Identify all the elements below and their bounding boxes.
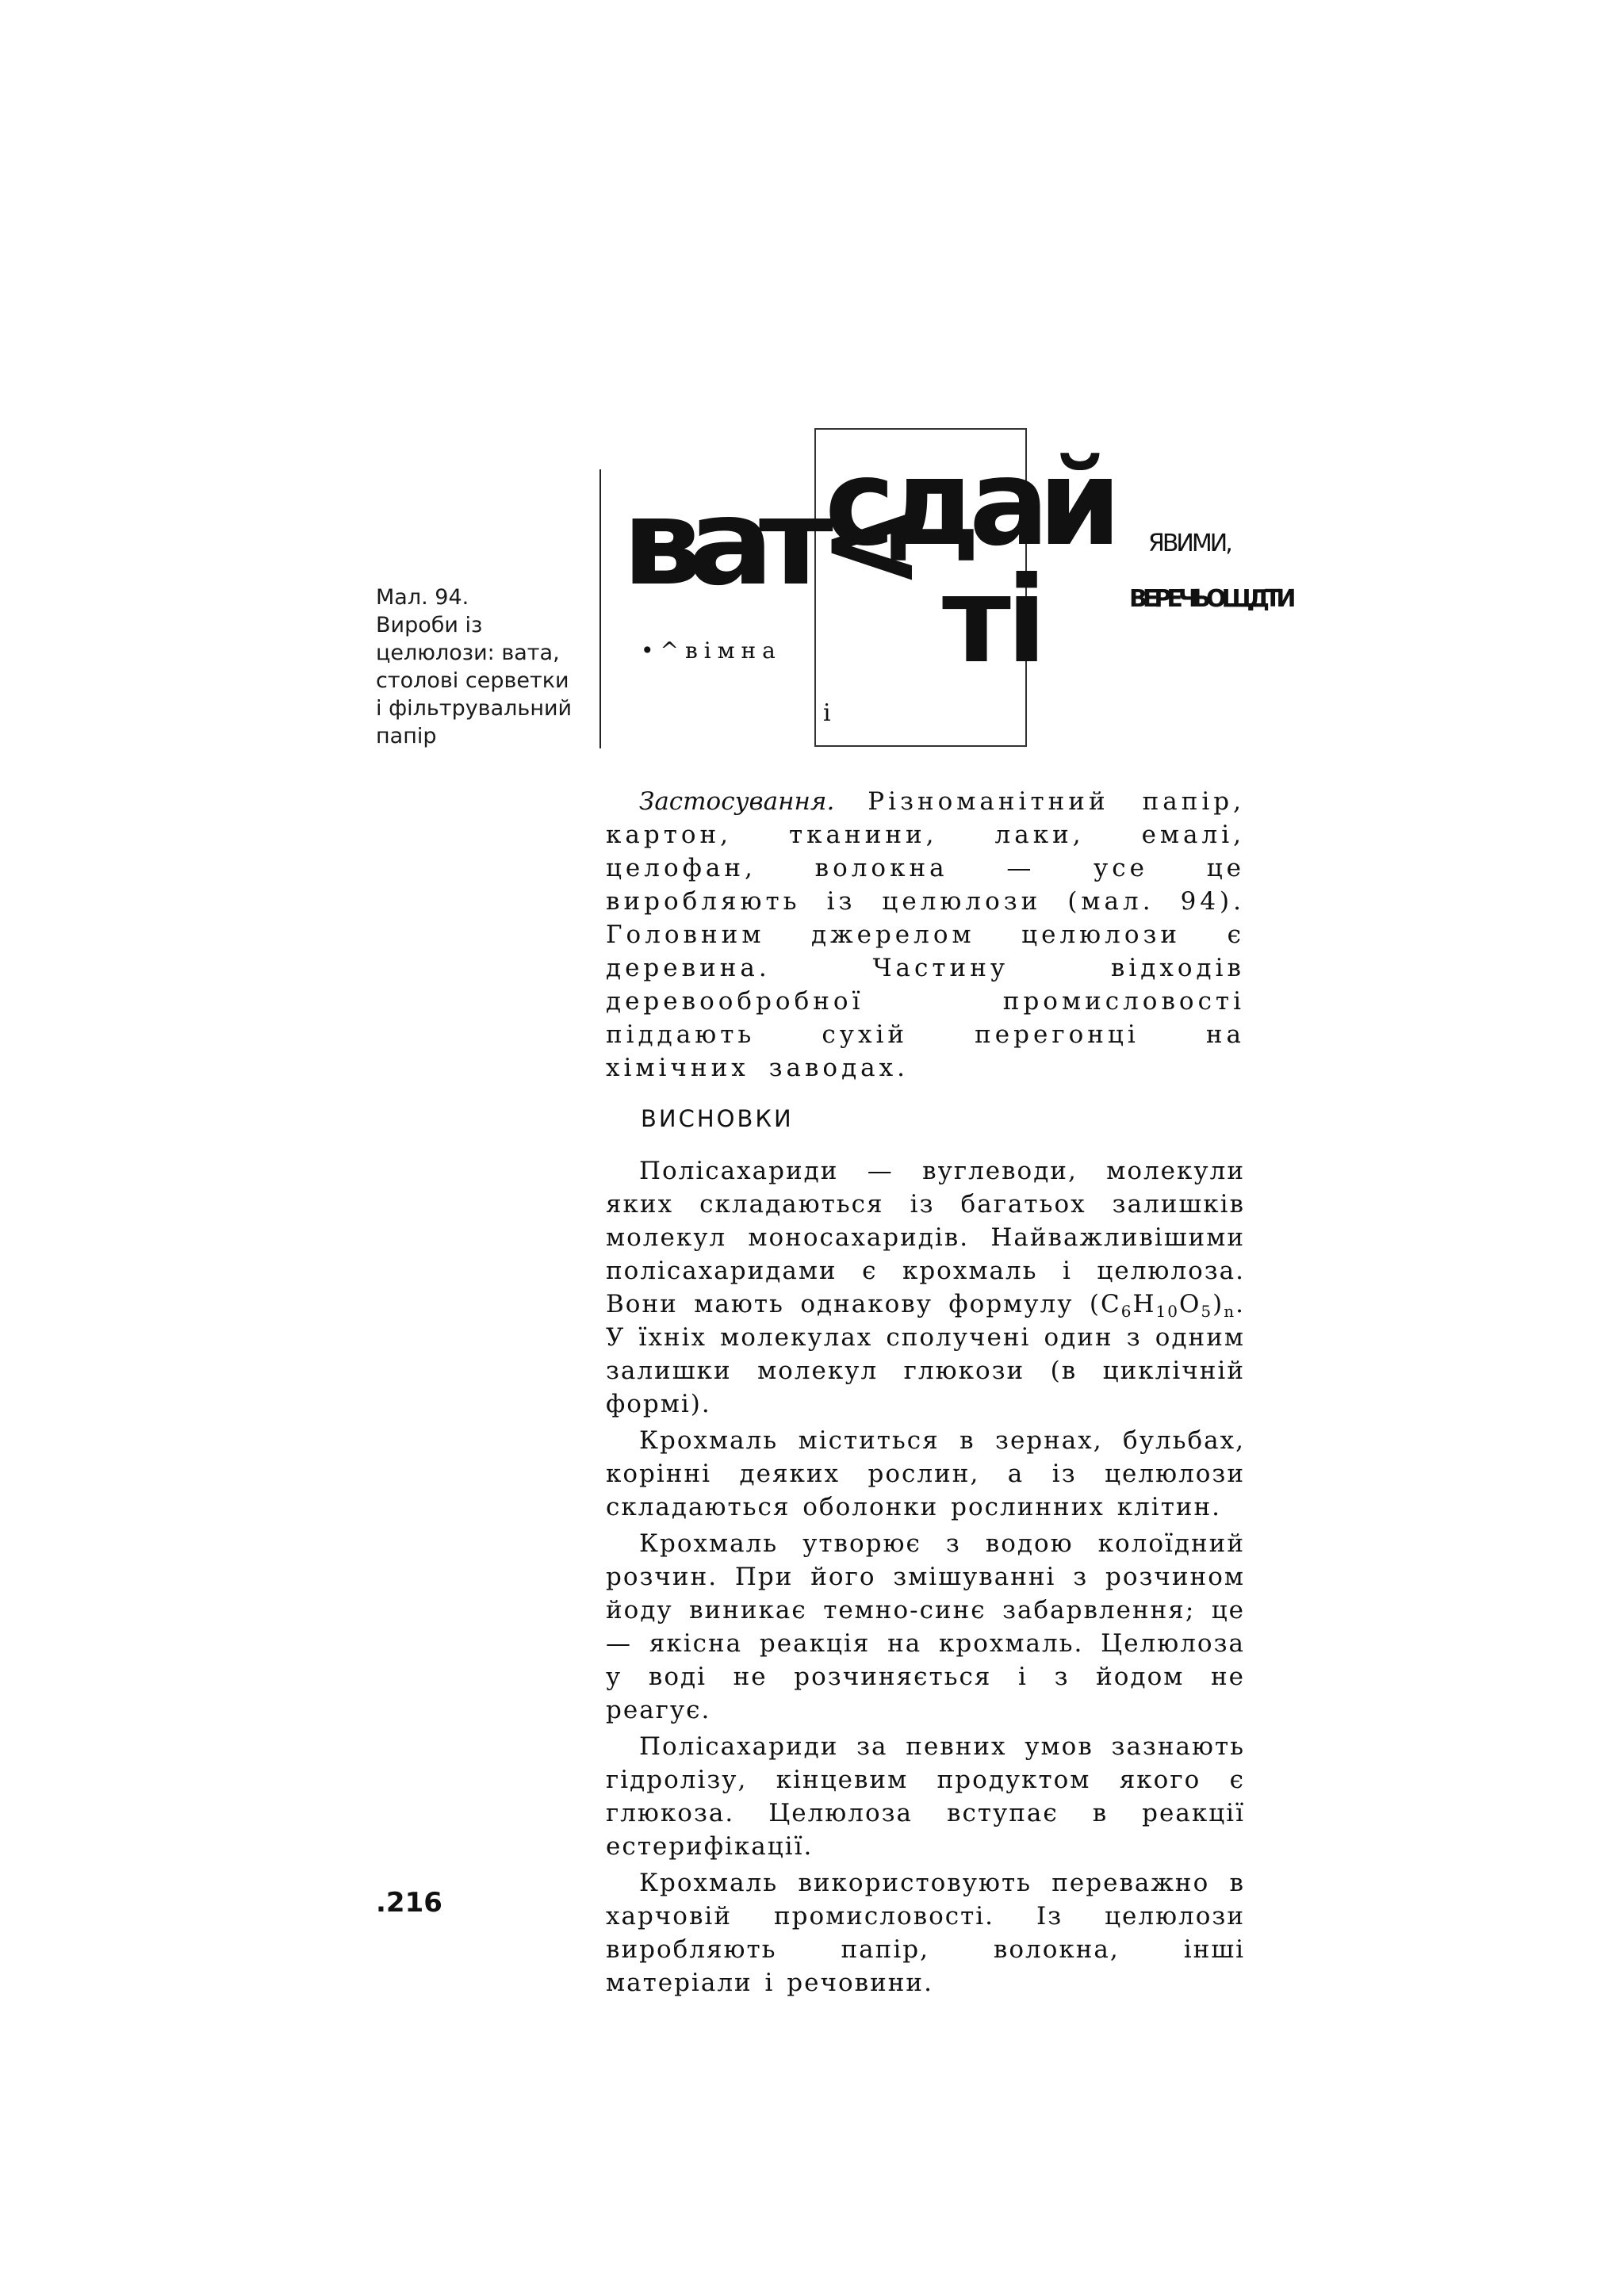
figure-divider-line	[599, 469, 601, 748]
application-paragraph	[606, 785, 1245, 1085]
formula-part: )	[1212, 1290, 1224, 1318]
figure-caption	[376, 584, 582, 750]
conclusion-text: Полісахариди — вуглеводи, молекули яких складаються із багатьох залишків молекул моносахаридів. Найважливішими полісахаридами є крохмаль і целюлоза. Вони мають однакову формулу (C	[606, 1157, 1245, 1318]
caption-line: Вироби із	[376, 613, 483, 637]
conclusions-body	[606, 1154, 1245, 2003]
application-text: Різноманітний папір, картон, тканини, лаки, емалі, целофан, волокна — усе це виробляють із целюлози (мал. 94). Головним джерелом целюлози є деревина. Частину відходів деревообробної промисловості піддають сухій перегонці на хімічних заводах.	[606, 787, 1245, 1082]
caption-line: Мал. 94.	[376, 585, 469, 610]
conclusion-paragraph: Крохмаль утворює з водою колоїдний розчин. При його змішуванні з розчином йоду виникає темно-синє забарвлення; це — якісна реакція на крохмаль. Целюлоза у воді не розчиняється і з йодом не реагує.	[606, 1529, 1245, 1724]
conclusion-paragraph: Полісахариди за певних умов зазнають гідролізу, кінцевим продуктом якого є глюкоза. Целюлоза вступає в реакції естерифікації.	[606, 1732, 1245, 1861]
conclusion-text: . У їхніх молекулах сполучені один з одним залишки молекул глюкози (в циклічній формі).	[606, 1290, 1245, 1418]
figure-label-top: ЯВИМИ,	[1148, 530, 1231, 557]
figure-word-ti: ті	[942, 552, 1043, 690]
page-number: .216	[376, 1887, 442, 1919]
formula-subscript: 5	[1201, 1302, 1213, 1321]
conclusion-paragraph	[606, 1154, 1245, 1421]
figure-small-i: і	[823, 699, 831, 727]
caption-line: і фільтрувальний	[376, 696, 573, 721]
conclusion-paragraph: Крохмаль використовують переважно в харчовій промисловості. Із целюлози виробляють папір, волокна, інші матеріали і речовини.	[606, 1869, 1245, 1997]
figure-word-sdai: сдай	[825, 434, 1111, 572]
conclusion-paragraph: Крохмаль міститься в зернах, бульбах, корінні деяких рослин, а із целюлози складаються оболонки рослинних клітин.	[606, 1426, 1245, 1521]
caption-line: столові серветки	[376, 668, 569, 693]
formula-subscript: 6	[1120, 1302, 1133, 1321]
figure-label-bottom: ВЕРЕЧЬОЩДТИ	[1129, 585, 1292, 613]
figure-small-text: •^вімна	[641, 637, 782, 664]
caption-line: целюлози: вата,	[376, 641, 560, 665]
formula-part: H	[1132, 1290, 1156, 1318]
application-lead: Застосування.	[639, 787, 835, 816]
formula-subscript: n	[1224, 1302, 1236, 1321]
figure-word-vat: ват<	[622, 474, 910, 612]
formula-subscript: 10	[1155, 1302, 1179, 1321]
formula-part: O	[1178, 1290, 1201, 1318]
caption-line: папір	[376, 724, 437, 748]
conclusions-heading: ВИСНОВКИ	[641, 1105, 794, 1132]
